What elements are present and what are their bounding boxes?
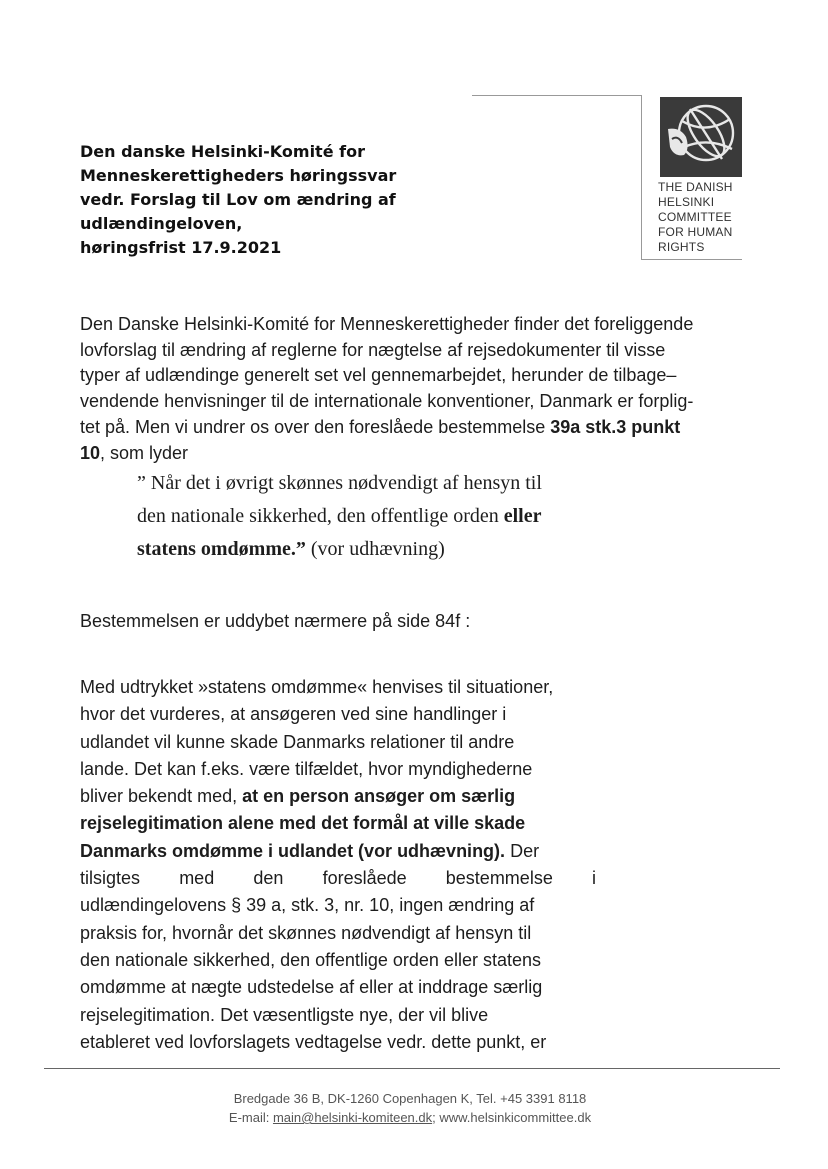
provision-reference: 39a stk.3 punkt [550, 416, 681, 437]
excerpt-line: lande. Det kan f.eks. være tilfældet, hvor myndighederne [80, 758, 533, 779]
excerpt-line: praksis for, hvornår det skønnes nødvendigt af hensyn til [80, 922, 532, 943]
intro-line: lovforslag til ændring af reglerne for nægtelse af rejsedokumenter til visse [80, 339, 666, 360]
excerpt-word: tilsigtes [80, 868, 141, 889]
excerpt-word: bestemmelse [445, 868, 553, 889]
logo-text-line: COMMITTEE [658, 210, 732, 224]
title-line: Den danske Helsinki-Komité for [80, 142, 365, 161]
quote-text: den nationale sikkerhed, den offentlige orden [137, 505, 504, 527]
excerpt-line: omdømme at nægte udstedelse af eller at inddrage særlig [80, 977, 543, 998]
logo-text-line: HELSINKI [658, 195, 715, 209]
quote-emphasis: statens omdømme.” [137, 538, 306, 560]
excerpt-line: udlandet vil kunne skade Danmarks relationer til andre [80, 731, 515, 752]
excerpt-emphasis: rejselegitimation alene med det formål at ville skade [80, 813, 526, 834]
intro-text: , som lyder [100, 442, 189, 463]
title-line: høringsfrist 17.9.2021 [80, 238, 282, 257]
title-line: udlændingeloven, [80, 214, 243, 233]
logo-wordmark [658, 180, 748, 255]
excerpt-text: bliver bekendt med, [80, 786, 243, 807]
intro-text: tet på. Men vi undrer os over den foreslåede bestemmelse [80, 416, 551, 437]
quoted-provision [137, 467, 617, 566]
reference-sentence: Bestemmelsen er uddybet nærmere på side 84f : [80, 611, 471, 631]
email-link[interactable]: main@helsinki-komiteen.dk [272, 1110, 433, 1125]
footer-address: Bredgade 36 B, DK-1260 Copenhagen K, Tel. +45 3391 8118 [233, 1091, 587, 1106]
quote-line [137, 533, 617, 566]
intro-paragraph [80, 312, 752, 466]
provision-reference: 10 [80, 442, 101, 463]
intro-line: Den Danske Helsinki-Komité for Menneskerettigheder finder det foreliggende [80, 314, 694, 334]
letterhead-vertical-rule [641, 95, 642, 260]
separator: ; [432, 1110, 440, 1125]
intro-line [80, 415, 752, 441]
quote-emphasis: eller [503, 505, 542, 527]
footer-contact [140, 1108, 680, 1127]
excerpt-line: Med udtrykket »statens omdømme« henvises til situationer, [80, 677, 554, 697]
logo-text-line: THE DANISH [658, 180, 733, 194]
excerpt-line: den nationale sikkerhed, den offentlige orden eller statens [80, 949, 541, 970]
excerpt-paragraph [80, 674, 596, 1056]
globe-logo-icon [660, 97, 742, 177]
excerpt-emphasis: at en person ansøger om særlig [242, 786, 516, 807]
letterhead-bottom-rule [642, 259, 742, 260]
logo-text-line: RIGHTS [658, 240, 705, 254]
excerpt-text: Der [505, 840, 540, 861]
excerpt-line [80, 865, 596, 892]
excerpt-emphasis: Danmarks omdømme i udlandet (vor udhævning). [80, 840, 506, 861]
excerpt-word: den [253, 868, 284, 889]
quote-line [137, 500, 617, 533]
website-link[interactable]: www.helsinkicommittee.dk [439, 1110, 592, 1125]
letterhead-top-rule [472, 95, 642, 96]
title-line: vedr. Forslag til Lov om ændring af [80, 190, 396, 209]
quote-text: (vor udhævning) [305, 538, 445, 560]
footer [140, 1089, 680, 1127]
excerpt-line [80, 838, 596, 865]
excerpt-line: udlændingelovens § 39 a, stk. 3, nr. 10, ingen ændring af [80, 895, 535, 916]
excerpt-line: rejselegitimation. Det væsentligste nye, der vil blive [80, 1004, 489, 1025]
title-line: Menneskerettigheders høringssvar [80, 166, 397, 185]
email-label: E-mail: [228, 1110, 273, 1125]
logo-text-line: FOR HUMAN [658, 225, 733, 239]
excerpt-word: foreslåede [322, 868, 407, 889]
intro-line [80, 441, 752, 467]
excerpt-word: med [179, 868, 215, 889]
intro-line: vendende henvisninger til de internationale konventioner, Danmark er forplig- [80, 391, 694, 412]
footer-rule [44, 1068, 780, 1069]
excerpt-word: i [591, 868, 596, 889]
excerpt-line [80, 783, 596, 810]
excerpt-line: hvor det vurderes, at ansøgeren ved sine handlinger i [80, 704, 507, 725]
document-title [80, 140, 460, 260]
quote-line: ” Når det i øvrigt skønnes nødvendigt af hensyn til [137, 472, 542, 494]
excerpt-line: etableret ved lovforslagets vedtagelse vedr. dette punkt, er [80, 1031, 547, 1052]
intro-line: typer af udlændinge generelt set vel gennemarbejdet, herunder de tilbage– [80, 365, 677, 386]
